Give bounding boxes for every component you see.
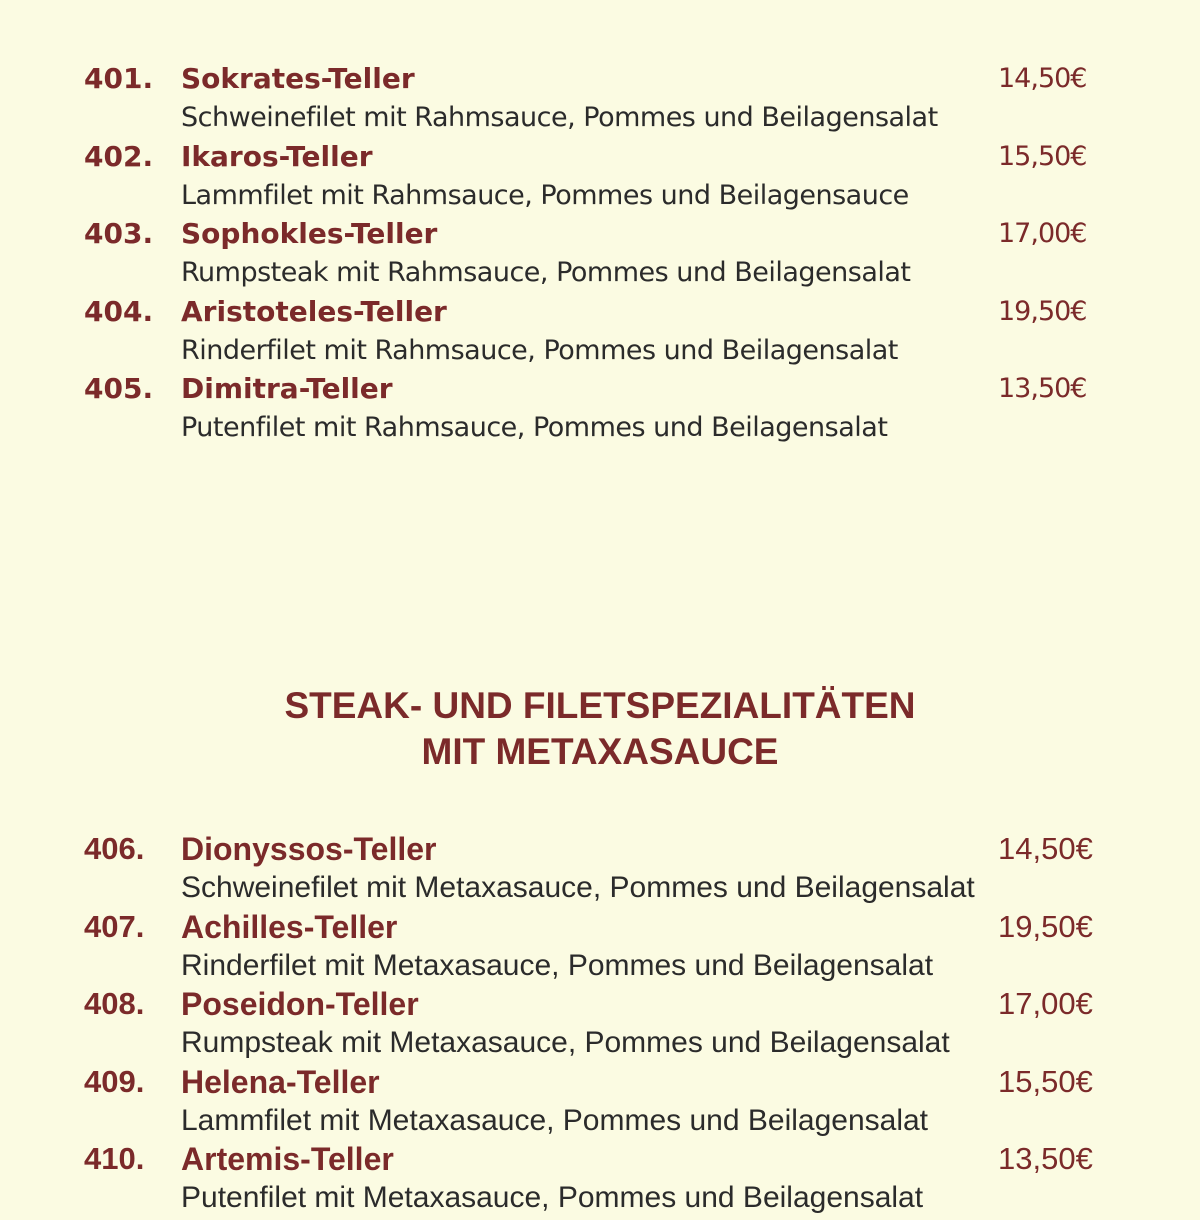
item-name: Sokrates-Teller	[181, 62, 415, 95]
item-price: 17,00€	[998, 986, 1093, 1021]
item-price: 19,50€	[998, 295, 1087, 327]
menu-item	[0, 62, 1200, 140]
menu-item	[0, 372, 1200, 450]
item-price: 13,50€	[998, 1141, 1093, 1176]
item-number: 407.	[84, 908, 145, 944]
item-number: 409.	[84, 1063, 145, 1099]
item-name: Artemis-Teller	[181, 1141, 394, 1177]
item-price: 13,50€	[998, 373, 1087, 404]
menu-section-rahmsauce	[0, 62, 1200, 450]
section-heading-line-2: MIT METAXASAUCE	[421, 731, 779, 772]
item-number: 402.	[84, 139, 154, 173]
item-name: Helena-Teller	[181, 1063, 380, 1100]
menu-section-metaxasauce	[0, 832, 1200, 1220]
item-name: Poseidon-Teller	[181, 986, 419, 1022]
item-description: Putenfilet mit Metaxasauce, Pommes und Beilagensalat	[181, 1181, 924, 1214]
item-description: Rumpsteak mit Rahmsauce, Pommes und Beilagensalat	[181, 257, 911, 288]
item-price: 15,50€	[998, 140, 1087, 172]
item-description: Putenfilet mit Rahmsauce, Pommes und Beilagensalat	[181, 412, 888, 443]
menu-item	[0, 1142, 1200, 1220]
item-description: Schweinefilet mit Metaxasauce, Pommes und Beilagensalat	[181, 871, 975, 904]
item-name: Dimitra-Teller	[181, 372, 393, 405]
item-name: Aristoteles-Teller	[181, 294, 447, 328]
menu-item	[0, 832, 1200, 910]
item-description: Lammfilet mit Rahmsauce, Pommes und Beilagensauce	[181, 179, 909, 211]
item-name: Achilles-Teller	[181, 908, 398, 945]
item-number: 404.	[84, 294, 154, 328]
item-price: 17,00€	[998, 218, 1087, 249]
menu-item	[0, 217, 1200, 295]
menu-item	[0, 140, 1200, 218]
item-number: 408.	[84, 986, 145, 1021]
item-description: Rinderfilet mit Metaxasauce, Pommes und Beilagensalat	[181, 948, 934, 982]
item-description: Lammfilet mit Metaxasauce, Pommes und Beilagensalat	[181, 1103, 929, 1137]
item-number: 410.	[84, 1141, 145, 1176]
section-heading-metaxasauce	[0, 683, 1200, 775]
item-price: 19,50€	[998, 908, 1093, 944]
menu-item	[0, 910, 1200, 988]
item-price: 15,50€	[998, 1063, 1093, 1099]
item-description: Schweinefilet mit Rahmsauce, Pommes und Beilagensalat	[181, 102, 938, 133]
menu-item	[0, 295, 1200, 373]
item-number: 405.	[84, 372, 154, 405]
item-price: 14,50€	[998, 63, 1087, 94]
item-number: 403.	[84, 217, 154, 250]
item-number: 406.	[84, 831, 145, 866]
item-price: 14,50€	[998, 831, 1093, 866]
item-number: 401.	[84, 62, 154, 95]
item-name: Ikaros-Teller	[181, 139, 373, 173]
item-description: Rumpsteak mit Metaxasauce, Pommes und Beilagensalat	[181, 1026, 950, 1059]
menu-item	[0, 1065, 1200, 1143]
item-description: Rinderfilet mit Rahmsauce, Pommes und Beilagensalat	[181, 334, 898, 366]
item-name: Dionyssos-Teller	[181, 831, 437, 867]
menu-item	[0, 987, 1200, 1065]
item-name: Sophokles-Teller	[181, 217, 438, 250]
section-heading-line-1: STEAK- UND FILETSPEZIALITÄTEN	[284, 685, 916, 726]
